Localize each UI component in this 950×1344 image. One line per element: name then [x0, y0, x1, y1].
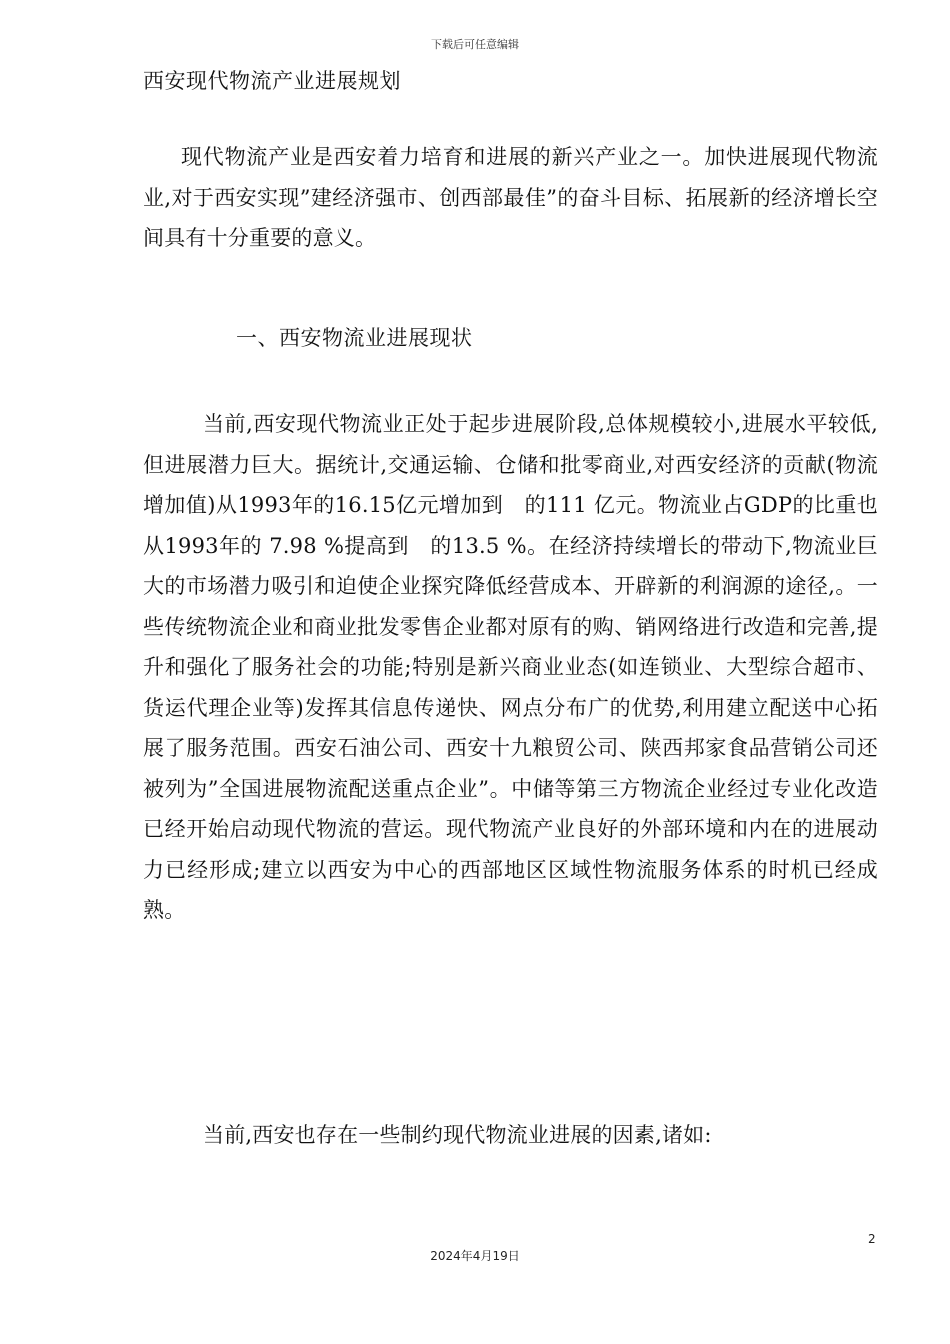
header-note: 下载后可任意编辑: [431, 38, 519, 51]
section-heading: 一、西安物流业进展现状: [236, 326, 473, 350]
status-paragraph: 当前,西安现代物流业正处于起步进展阶段,总体规模较小,进展水平较低,但进展潜力巨大。据统计,交通运输、仓储和批零商业,对西安经济的贡献(物流增加值)从1993年的16.15亿元增加到 的111 亿元。物流业占GDP的比重也从1993年的 7.98 %提高到 的13.5 %。在经济持续增长的带动下,物流业巨大的市场潜力吸引和迫使企业探究降低经营成本、开辟新的利润源的途径,。一些传统物流企业和商业批发零售企业都对原有的购、销网络进行改造和完善,提升和强化了服务社会的功能;特别是新兴商业业态(如连锁业、大型综合超市、货运代理企业等)发挥其信息传递快、网点分布广的优势,利用建立配送中心拓展了服务范围。西安石油公司、西安十九粮贸公司、陕西邦家食品营销公司还被列为”全国进展物流配送重点企业”。中储等第三方物流企业经过专业化改造已经开始启动现代物流的营运。现代物流产业良好的外部环境和内在的进展动力已经形成;建立以西安为中心的西部地区区域性物流服务体系的时机已经成熟。: [143, 412, 878, 922]
document-title: 西安现代物流产业进展规划: [143, 69, 401, 93]
intro-paragraph: 现代物流产业是西安着力培育和进展的新兴产业之一。加快进展现代物流业,对于西安实现”建经济强市、创西部最佳”的奋斗目标、拓展新的经济增长空间具有十分重要的意义。: [143, 145, 878, 250]
footer-date: 2024年4月19日: [430, 1249, 520, 1263]
page-number: 2: [868, 1232, 876, 1246]
factors-paragraph: 当前,西安也存在一些制约现代物流业进展的因素,诸如:: [203, 1123, 712, 1147]
